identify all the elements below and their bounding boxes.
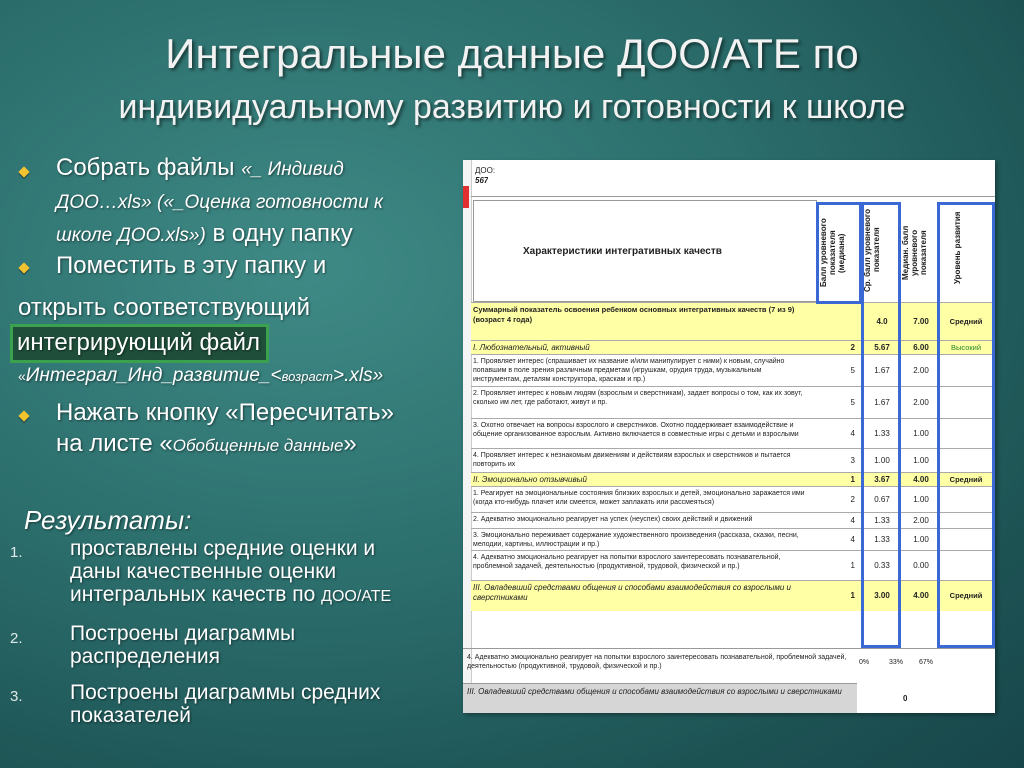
table-row [471,302,995,341]
doo-label: ДОО: [475,166,496,175]
row-text: Суммарный показатель освоения ребенком основных интегративных качеств (7 из 9) (возраст 4 года) [473,305,795,324]
row-median: 2.00 [913,516,929,525]
row-median: 4.00 [913,591,929,600]
header-text: Характеристики интегративных качеств [523,246,722,257]
lower-pct-1: 0% [859,659,870,666]
table-row [471,448,995,473]
bullet-2-line-a: Поместить в эту папку и [56,252,327,279]
row-median: 2.00 [913,366,929,375]
row-avg: 1.00 [874,456,890,465]
result-1: проставлены средние оценки и даны качественные оценки интегральных качеств по ДОО/АТЕ [70,537,392,606]
result-3-number: 3. [10,688,23,705]
row-text: 3. Охотно отвечает на вопросы взрослого и сверстников. Охотно поддерживает взаимодействие и общение организованное взрослым. Активно включается в совместные игры с детьми и взрослыми [473,422,799,438]
row-count: 2 [850,495,855,504]
row-level: Средний [949,317,983,326]
row-avg: 1.67 [874,398,890,407]
col-header-4: Уровень развития [953,211,962,285]
row-count: 3 [850,456,855,465]
row-text: 1. Реагирует на эмоциональные состояния близких взрослых и детей, эмоционально заражается ими (когда кто-нибудь плачет или смеется, может заплакать или рассмеяться) [473,490,805,506]
row-median: 6.00 [913,343,929,352]
highlight-col-2 [861,202,901,648]
bullet-1-filename-a: «_ Индивид [241,159,344,180]
result-3: Построены диаграммы средних показателей [70,681,381,727]
row-avg: 1.33 [874,516,890,525]
bullet-1 [56,152,456,251]
col-header-3: Медиан. балл уровневого показателя [901,225,928,281]
integrating-file-highlight: интегрирующий файл [10,324,269,363]
row-count: 5 [850,366,855,375]
row-median: 1.00 [913,429,929,438]
table-row [471,486,995,513]
row-count: 4 [850,429,855,438]
bullet-2-filename: «Интеграл_Инд_развитие_<возраст>.xls» [18,365,384,386]
table-row [471,512,995,529]
row-count: 1 [850,591,855,600]
table-row [471,550,995,581]
row-median: 2.00 [913,398,929,407]
row-text: I. Любознательный, активный [473,343,590,352]
bullet-2-line-b: открыть соответствующий [18,294,311,321]
result-1-number: 1. [10,544,23,561]
row-text: 4. Адекватно эмоционально реагирует на попытки взрослого заинтересовать познавательной, проблемной задачей, деятельностью (продуктивной, трудовой, физической и пр.) [473,554,781,570]
row-text: II. Эмоционально отзывчивый [473,475,587,484]
bullet-1-filename-c: школе ДОО.xls») [56,225,206,246]
row-text: 4. Проявляет интерес к незнакомым движениям и действиям взрослых и сверстников и пытается повторить их [473,452,791,468]
row-count: 2 [850,343,855,352]
bullet-3: Нажать кнопку «Пересчитать» на листе «Обобщенные данные» [56,399,394,457]
bullet-2-line-c [18,324,458,363]
highlight-col-1 [816,202,862,304]
row-median: 1.00 [913,535,929,544]
row-median: 1.00 [913,495,929,504]
row-count: 4 [850,516,855,525]
bullet-diamond-icon [18,166,29,177]
bullet-1-text-e: в одну папку [205,220,353,247]
row-avg: 3.00 [874,591,890,600]
lower-pct-3: 67% [919,659,934,666]
table-row [471,418,995,449]
row-level: Высокий [950,343,982,352]
row-avg: 0.67 [874,495,890,504]
row-text: 2. Проявляет интерес к новым людям (взрослым и сверстникам), задает вопросы о том, как их зовут, сколько им лет, где работают, живут и пр. [473,390,803,406]
row-text: 2. Адекватно эмоционально реагирует на успех (неуспех) своих действий и движений [473,516,753,523]
row-avg: 0.33 [874,561,890,570]
col-header-1: Балл уровневого показателя (медиана) [819,218,846,288]
bullet-1-filename-b: ДОО…xls» («_Оценка готовности к [56,192,383,213]
row-avg: 1.33 [874,429,890,438]
row-avg: 1.33 [874,535,890,544]
row-level: Средний [949,475,983,484]
spreadsheet-screenshot [463,160,995,713]
lower-section-text: III. Овладевший средствами общения и способами взаимодействия со взрослыми и сверстниками [467,687,842,696]
red-marker [463,186,469,208]
highlight-col-4 [937,202,995,648]
table-row [471,386,995,419]
row-level: Средний [949,591,983,600]
row-median: 4.00 [913,475,929,484]
row-median: 0.00 [913,561,929,570]
row-count: 5 [850,398,855,407]
table-row [471,340,995,355]
bullet-diamond-icon [18,262,29,273]
row-avg: 4.0 [876,317,888,326]
slide-title-line1: Интегральные данные ДОО/АТЕ по [165,30,859,77]
slide-title-line2: индивидуальному развитию и готовности к школе [118,88,906,126]
table-row [471,472,995,487]
result-2-number: 2. [10,630,23,647]
row-text: III. Овладевший средствами общения и способами взаимодействия со взрослыми и сверстниками [473,583,792,602]
row-median: 7.00 [913,317,929,326]
row-count: 1 [850,475,855,484]
results-heading: Результаты: [24,505,192,535]
row-avg: 3.67 [874,475,890,484]
bullet-diamond-icon [18,410,29,421]
table-row [471,528,995,551]
row-avg: 1.67 [874,366,890,375]
lower-row-text: 4. Адекватно эмоционально реагирует на попытки взрослого заинтересовать познавательной, проблемной задачей, деятельностью (продуктивной, трудовой, физической и пр.) [467,654,847,670]
row-count: 4 [850,535,855,544]
row-text: 3. Эмоционально переживает содержание художественного произведения (рассказа, сказки, песни, мелодии, картины, иллюстрации и пр.) [473,532,799,548]
bullet-1-text-a: Собрать файлы [56,154,242,181]
result-2: Построены диаграммы распределения [70,622,296,668]
row-text: 1. Проявляет интерес (спрашивает их название и/или манипулирует с ними) к новым, случайно попавшим в поле зрения различным предметам (игрушкам, орудия труда, музыкальным инструментам, деталям конструктора, краскам и пр.) [473,358,785,383]
table-row [471,580,995,611]
table-row [471,354,995,387]
col-header-2: Ср. балл уровневого показателя [863,208,881,292]
row-avg: 5.67 [874,343,890,352]
lower-section-value: 0 [903,694,908,703]
lower-pct-2: 33% [889,659,904,666]
doo-value: 567 [475,176,489,185]
row-median: 1.00 [913,456,929,465]
row-count: 1 [850,561,855,570]
